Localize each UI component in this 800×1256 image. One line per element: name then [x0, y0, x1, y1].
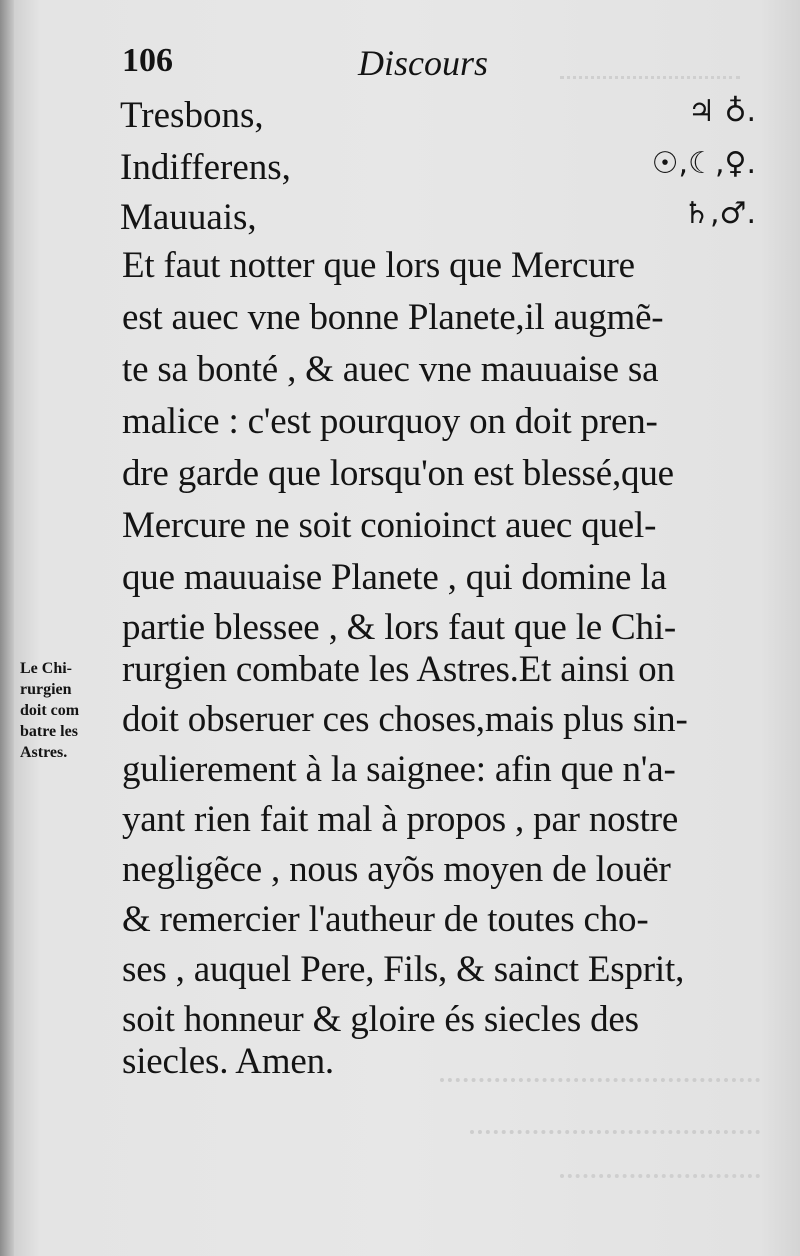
text-line: malice : c'est pourquoy on doit pren-: [122, 401, 658, 442]
text-line: que mauuaise Planete , qui domine la: [122, 557, 667, 598]
text-line: est auec vne bonne Planete,il augmẽ-: [122, 297, 664, 338]
planet-symbols: ♃ ♁.: [688, 94, 756, 129]
planet-row: [120, 196, 760, 248]
margin-note-line: Le Chi-: [20, 660, 72, 677]
planet-row-label: Mauuais,: [120, 197, 257, 238]
planet-row: [120, 94, 760, 146]
planet-symbols: ♄,♂.: [683, 196, 756, 231]
text-line: soit honneur & gloire és siecles des: [122, 999, 639, 1040]
margin-note-line: batre les: [20, 723, 78, 740]
planet-symbols: ☉,☾,♀.: [651, 146, 756, 181]
page-header: [118, 42, 758, 92]
margin-note-line: rurgien: [20, 681, 72, 698]
text-line: gulierement à la saignee: afin que n'a-: [122, 749, 676, 790]
bleed-through-texture: [470, 1100, 760, 1134]
text-line: yant rien fait mal à propos , par nostre: [122, 799, 679, 840]
text-line: partie blessee , & lors faut que le Chi-: [122, 607, 677, 648]
text-line: dre garde que lorsqu'on est blessé,que: [122, 453, 674, 494]
marginal-note: [20, 658, 138, 763]
text-line: siecles. Amen.: [122, 1041, 334, 1082]
text-line: rurgien combate les Astres.Et ainsi on: [122, 649, 675, 690]
text-line: & remercier l'autheur de toutes cho-: [122, 899, 649, 940]
planet-row-label: Tresbons,: [120, 95, 264, 136]
planet-row: [120, 146, 760, 198]
text-line: doit obseruer ces choses,mais plus sin-: [122, 699, 688, 740]
running-head: Discours: [358, 43, 489, 83]
text-line: Mercure ne soit conioinct auec quel-: [122, 505, 657, 546]
bleed-through-texture: [440, 1048, 760, 1082]
text-line: ses , auquel Pere, Fils, & sainct Esprit,: [122, 949, 685, 990]
margin-note-line: doit com: [20, 702, 80, 719]
page-number: 106: [122, 42, 173, 79]
text-line: Et faut notter que lors que Mercure: [122, 245, 635, 286]
text-line: te sa bonté , & auec vne mauuaise sa: [122, 349, 659, 390]
bleed-through-texture: [560, 1150, 760, 1178]
page-gutter: [0, 0, 14, 1256]
planet-row-label: Indifferens,: [120, 147, 291, 188]
text-line: negligẽce , nous ayõs moyen de louër: [122, 849, 671, 890]
margin-note-line: Astres.: [20, 744, 68, 761]
